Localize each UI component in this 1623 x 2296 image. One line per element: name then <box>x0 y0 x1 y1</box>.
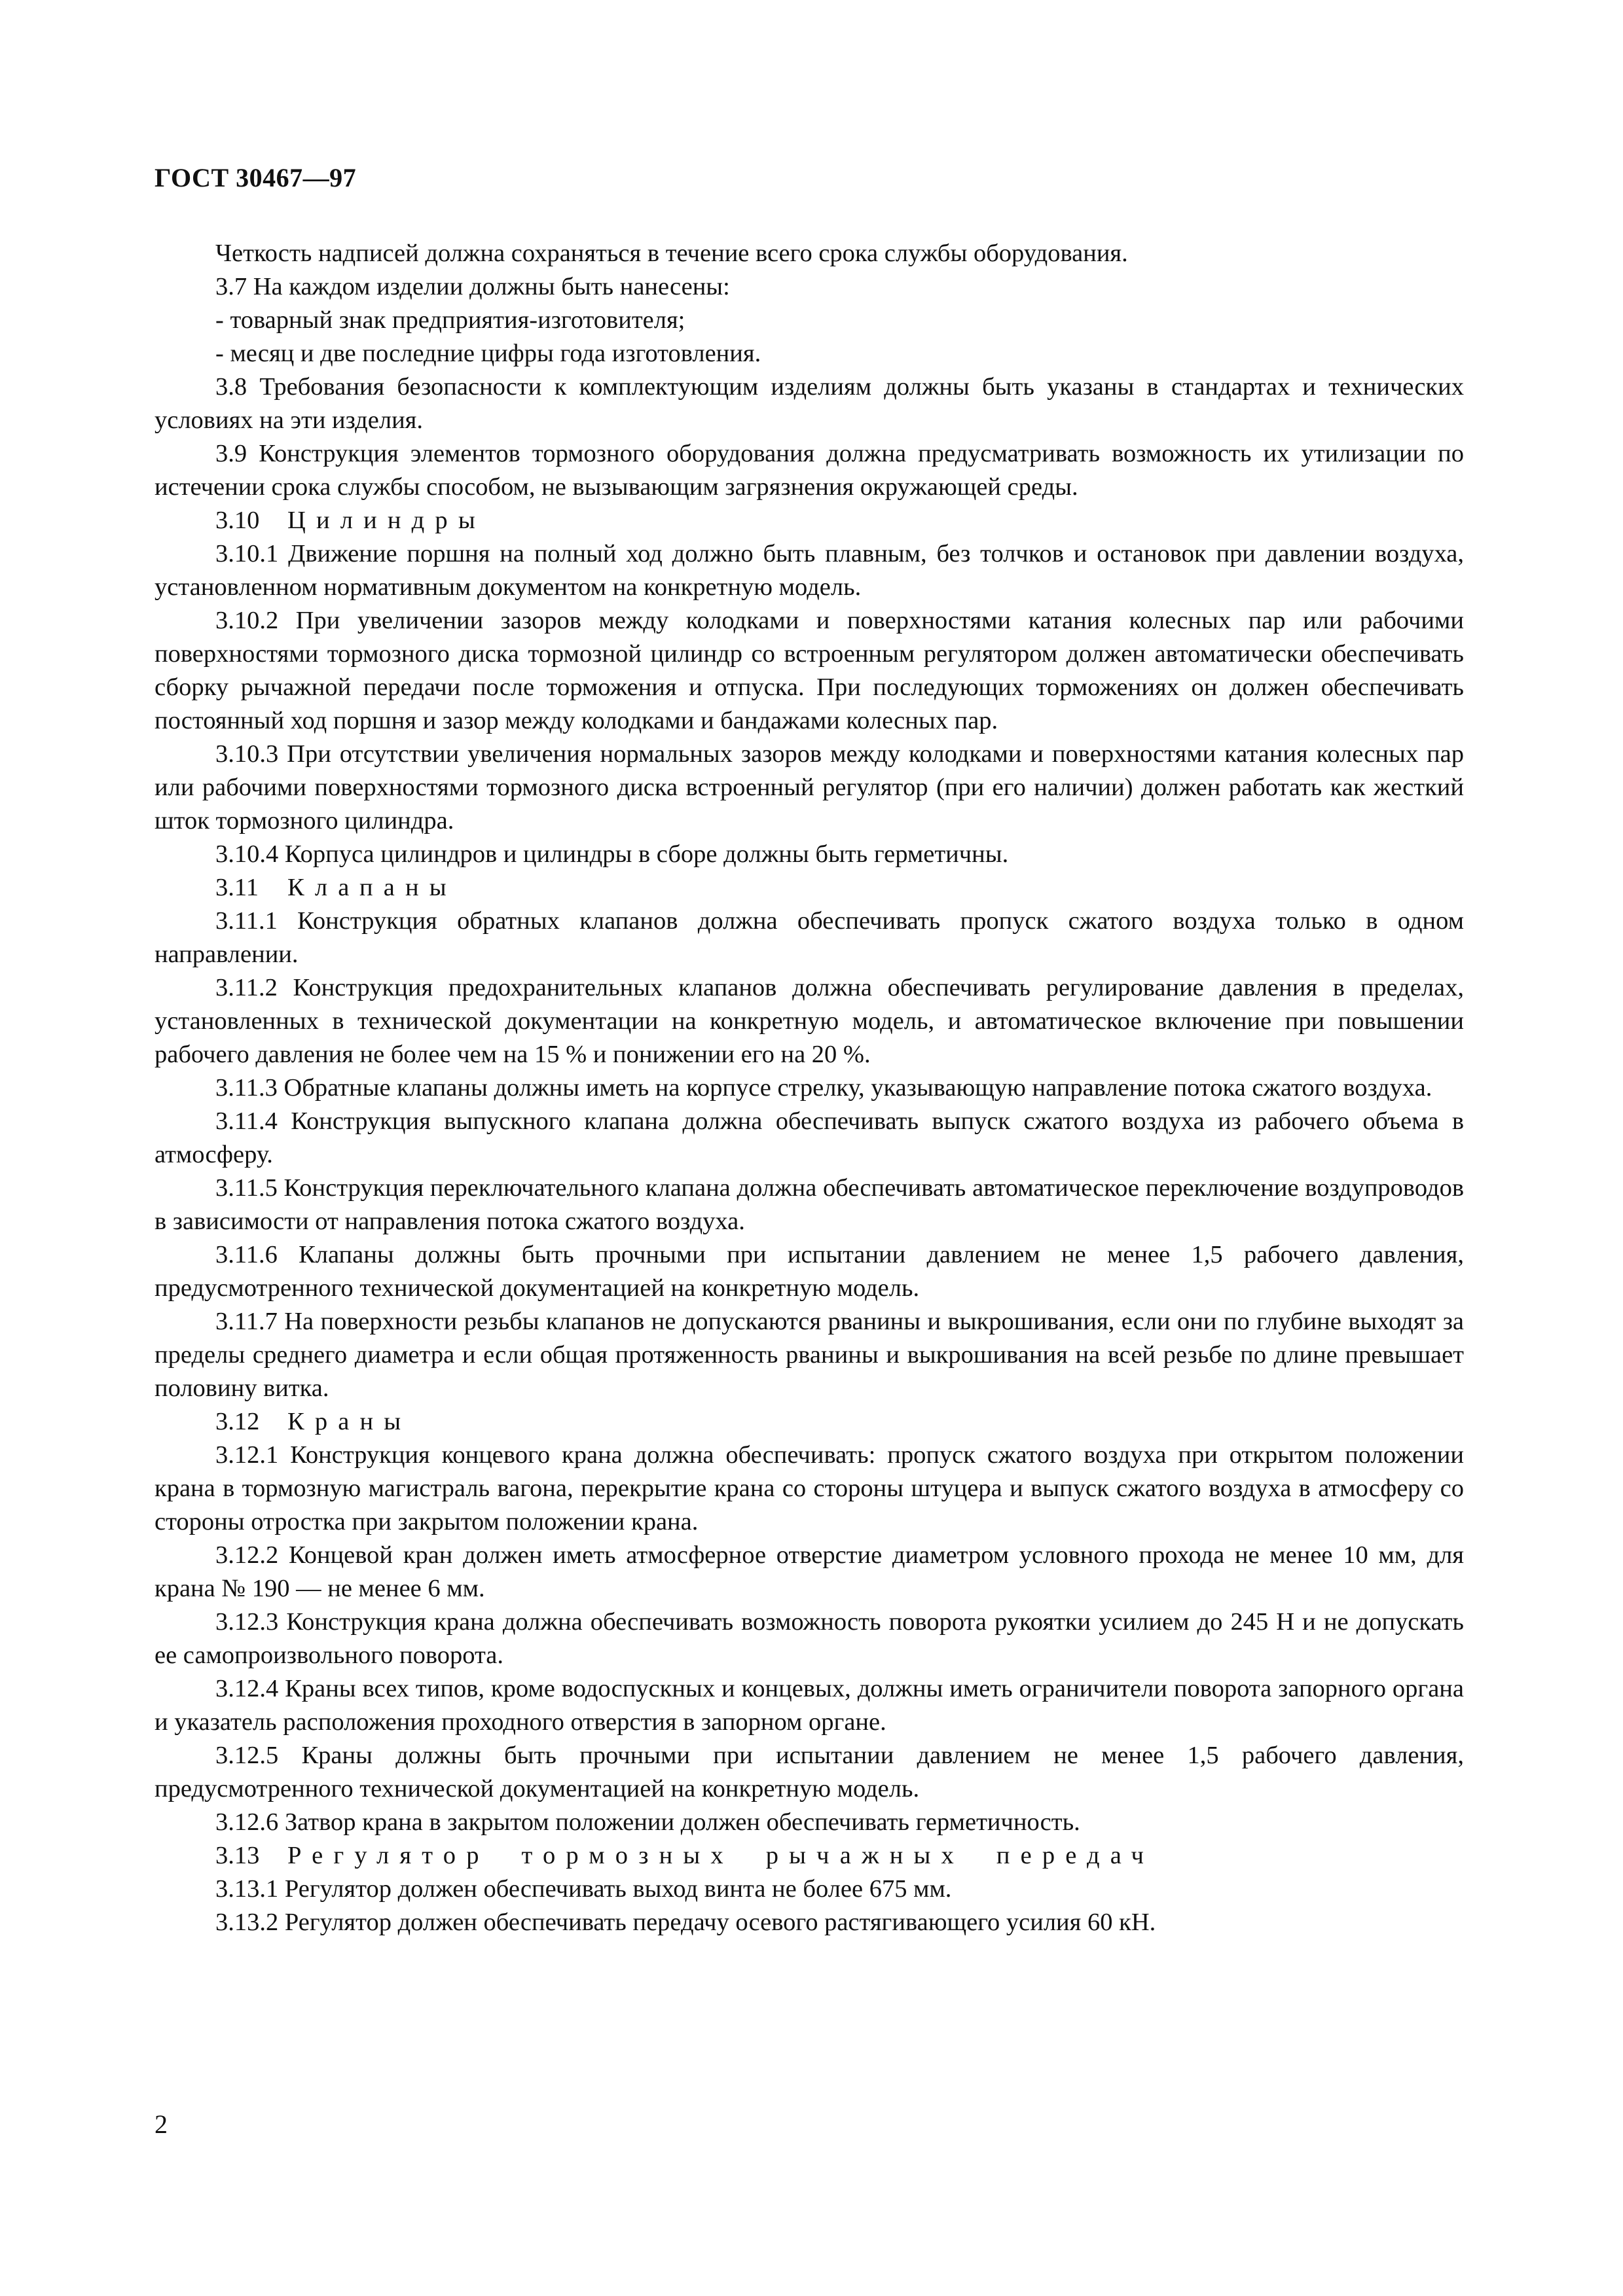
paragraph-3-13-1: 3.13.1 Регулятор должен обеспечивать выход винта не более 675 мм. <box>215 1875 952 1903</box>
paragraph-3-9: 3.9 Конструкция элементов тормозного оборудования должна предусматривать возможность их утилизации по истечении срока службы способом, не вызывающим загрязнения окружающей среды. <box>155 440 1464 501</box>
paragraph-3-10-2: 3.10.2 При увеличении зазоров между колодками и поверхностями катания колесных пар или рабочими поверхностями тормозного диска тормозной цилиндр со встроенным регулятором должен автоматически обеспечивать сборку рычажной передачи после торможения и отпуска. При последующих торможениях он должен обеспечивать постоянный ход поршня и зазор между колодками и бандажами колесных пар. <box>155 607 1464 734</box>
standard-code: ГОСТ 30467—97 <box>155 163 357 192</box>
paragraph-3-11-4: 3.11.4 Конструкция выпускного клапана должна обеспечивать выпуск сжатого воздуха из рабочего объема в атмосферу. <box>155 1107 1464 1168</box>
section-heading-valves <box>155 871 1464 905</box>
paragraph-3-10-1: 3.10.1 Движение поршня на полный ход должно быть плавным, без толчков и остановок при давлении воздуха, установленном нормативным документом на конкретную модель. <box>155 540 1464 601</box>
section-number: 3.10 <box>215 507 260 534</box>
section-number: 3.12 <box>215 1408 260 1435</box>
paragraph-3-11-6: 3.11.6 Клапаны должны быть прочными при испытании давлением не менее 1,5 рабочего давления, предусмотренного технической документацией на конкретную модель. <box>155 1241 1464 1302</box>
list-item-date: - месяц и две последние цифры года изготовления. <box>215 340 761 367</box>
list-item-trademark: - товарный знак предприятия-изготовителя; <box>215 306 685 334</box>
section-title: Краны <box>287 1408 412 1435</box>
paragraph-3-11-3: 3.11.3 Обратные клапаны должны иметь на корпусе стрелку, указывающую направление потока сжатого воздуха. <box>215 1074 1432 1102</box>
section-heading-cocks <box>155 1405 1464 1439</box>
paragraph-legibility: Четкость надписей должна сохраняться в течение всего срока службы оборудования. <box>215 240 1128 267</box>
paragraph-3-11-7: 3.11.7 На поверхности резьбы клапанов не допускаются рванины и выкрошивания, если они по глубине выходят за пределы среднего диаметра и если общая протяженность рванины и выкрошивания на всей резьбе по длине превышает половину витка. <box>155 1308 1464 1402</box>
section-title: Цилиндры <box>287 507 486 534</box>
paragraph-3-12-1: 3.12.1 Конструкция концевого крана должна обеспечивать: пропуск сжатого воздуха при открытом положении крана в тормозную магистраль вагона, перекрытие крана со стороны штуцера и выпуск сжатого воздуха в атмосферу со стороны отростка при закрытом положении крана. <box>155 1441 1464 1535</box>
section-number: 3.11 <box>215 874 259 901</box>
section-number: 3.13 <box>215 1842 260 1869</box>
paragraph-3-11-1: 3.11.1 Конструкция обратных клапанов должна обеспечивать пропуск сжатого воздуха только в одном направлении. <box>155 907 1464 968</box>
page-number: 2 <box>155 2109 168 2139</box>
paragraph-3-12-6: 3.12.6 Затвор крана в закрытом положении должен обеспечивать герметичность. <box>215 1808 1080 1836</box>
paragraph-3-11-2: 3.11.2 Конструкция предохранительных клапанов должна обеспечивать регулирование давления в пределах, установленных в технической документации на конкретную модель, и автоматическое включение при повышении рабочего давления не более чем на 15 % и понижении его на 20 %. <box>155 974 1464 1068</box>
section-heading-cylinders <box>155 504 1464 537</box>
section-heading-regulator <box>155 1839 1464 1873</box>
paragraph-3-12-2: 3.12.2 Концевой кран должен иметь атмосферное отверстие диаметром условного прохода не менее 10 мм, для крана № 190 — не менее 6 мм. <box>155 1541 1464 1602</box>
paragraph-3-10-4: 3.10.4 Корпуса цилиндров и цилиндры в сборе должны быть герметичны. <box>215 840 1009 868</box>
paragraph-3-7: 3.7 На каждом изделии должны быть нанесены: <box>215 273 730 300</box>
paragraph-3-12-4: 3.12.4 Краны всех типов, кроме водоспускных и концевых, должны иметь ограничители поворота запорного органа и указатель расположения проходного отверстия в запорном органе. <box>155 1675 1464 1736</box>
paragraph-3-13-2: 3.13.2 Регулятор должен обеспечивать передачу осевого растягивающего усилия 60 кН. <box>215 1909 1156 1936</box>
paragraph-3-8: 3.8 Требования безопасности к комплектующим изделиям должны быть указаны в стандартах и технических условиях на эти изделия. <box>155 373 1464 434</box>
paragraph-3-12-5: 3.12.5 Краны должны быть прочными при испытании давлением не менее 1,5 рабочего давления, предусмотренного технической документацией на конкретную модель. <box>155 1742 1464 1803</box>
paragraph-3-12-3: 3.12.3 Конструкция крана должна обеспечивать возможность поворота рукоятки усилием до 245 Н и не допускать ее самопроизвольного поворота. <box>155 1608 1464 1669</box>
section-title: Клапаны <box>287 874 457 901</box>
section-title: Регулятор тормозных рычажных передач <box>287 1842 1155 1869</box>
paragraph-3-11-5: 3.11.5 Конструкция переключательного клапана должна обеспечивать автоматическое переключение воздупроводов в зависимости от направления потока сжатого воздуха. <box>155 1174 1464 1235</box>
document-body <box>155 237 1464 1939</box>
paragraph-3-10-3: 3.10.3 При отсутствии увеличения нормальных зазоров между колодками и поверхностями катания колесных пар или рабочими поверхностями тормозного диска встроенный регулятор (при его наличии) должен работать как жесткий шток тормозного цилиндра. <box>155 740 1464 834</box>
